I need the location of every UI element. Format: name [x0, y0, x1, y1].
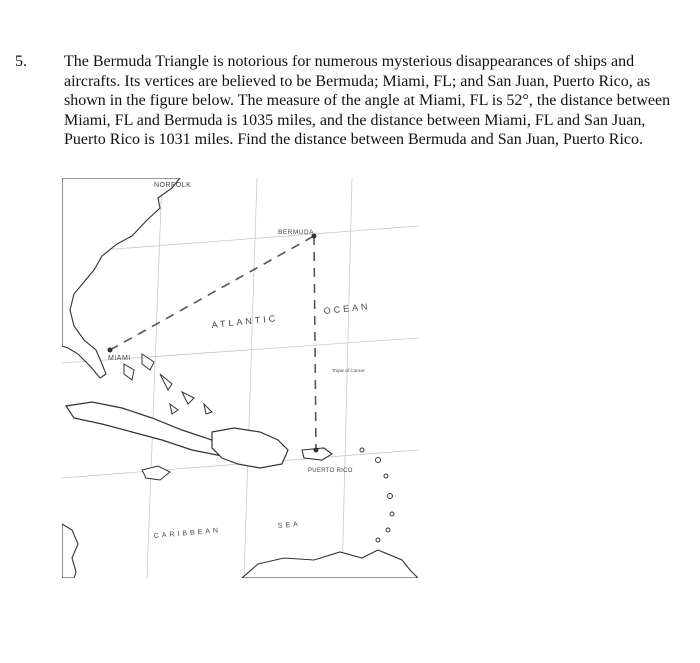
central-america-coast [62, 524, 78, 578]
miami-vertex [108, 348, 113, 353]
label-ocean: OCEAN [323, 301, 371, 316]
hispaniola-island [212, 428, 288, 468]
label-caribbean: CARIBBEAN [153, 527, 222, 540]
bermuda-triangle-map [62, 178, 418, 578]
south-america-coast [242, 550, 418, 578]
us-coastline [62, 178, 180, 378]
puerto-rico-vertex [314, 448, 319, 453]
side-miami-bermuda [110, 236, 314, 350]
label-puerto-rico: PUERTO RICO [308, 468, 353, 474]
label-tropic: Tropic of Cancer [332, 368, 365, 373]
label-norfolk: NORFOLK [154, 182, 192, 189]
label-miami: MIAMI [108, 355, 131, 362]
label-sea: SEA [277, 521, 302, 530]
problem-number: 5. [15, 53, 27, 70]
jamaica-island [142, 466, 170, 480]
side-bermuda-puerto-rico [314, 236, 316, 450]
problem-text: The Bermuda Triangle is notorious for numerous mysterious disappearances of ships and aircrafts. Its vertices are believed to be Bermuda; Miami, FL; and San Juan, Puerto Rico, as shown in the figure below. The measure of the angle at Miami, FL is 52°, the distance between Miami, FL and Bermuda is 1035 miles, and the distance between Miami, FL and San Juan, Puerto Rico is 1031 miles. Find the distance between Bermuda and San Juan, Puerto Rico. [64, 53, 671, 148]
bahamas-islands [124, 354, 212, 414]
label-bermuda: BERMUDA [278, 229, 315, 236]
lesser-antilles-islands [360, 448, 394, 542]
label-atlantic: ATLANTIC [211, 313, 279, 330]
